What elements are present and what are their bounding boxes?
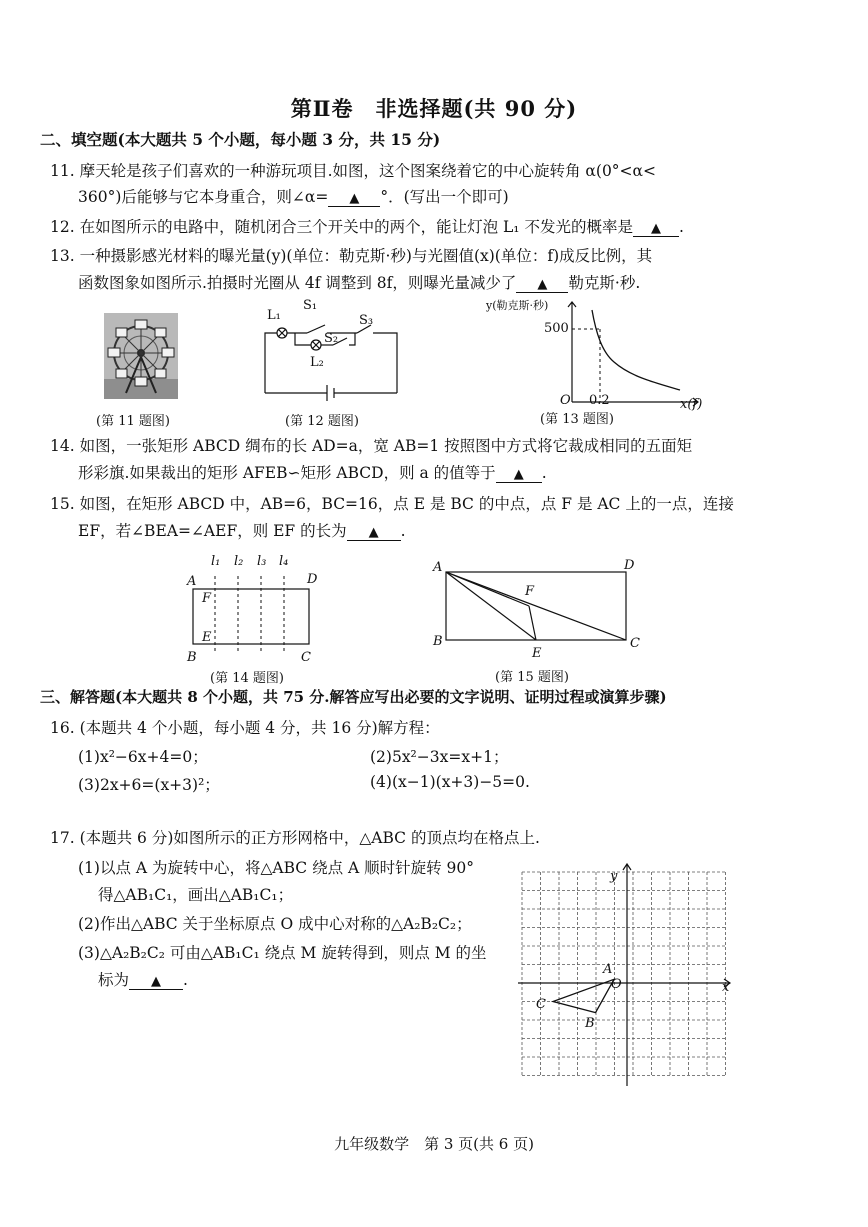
fig13-x02-label: 0.2 [589, 393, 610, 408]
fig12-label-L1: L₁ [267, 308, 281, 323]
q15-line2 [78, 519, 406, 541]
q12-text: 12. 在如图所示的电路中，随机闭合三个开关中的两个，能让灯泡 L₁ 不发光的概率是 [50, 218, 633, 236]
fig13-caption: (第 13 题图) [540, 412, 614, 427]
fig11-ferris-wheel-image [104, 313, 178, 399]
fig15-label-F: F [525, 584, 535, 599]
fig15-rectangle-triangle [440, 568, 630, 644]
fig13-origin-label: O [560, 393, 571, 408]
fig15-label-A: A [433, 560, 443, 575]
fig12-label-L2: L₂ [310, 355, 324, 370]
fig17-label-y: y [610, 869, 618, 884]
fig14-label-C: C [301, 650, 311, 665]
q13-answer-blank [516, 274, 568, 293]
q15-line1: 15. 如图，在矩形 ABCD 中，AB=6，BC=16，点 E 是 BC 的中点，点 F 是 AC 上的一点，连接 [50, 495, 734, 513]
q15-text-b: . [400, 522, 406, 540]
q11-line1: 11. 摩天轮是孩子们喜欢的一种游玩项目.如图，这个图案绕着它的中心旋转角 α(0°<α< [50, 162, 657, 180]
fig14-label-l2: l₂ [234, 554, 244, 569]
page-footer: 九年级数学 第 3 页(共 6 页) [334, 1135, 534, 1153]
fig14-label-l1: l₁ [211, 554, 221, 569]
fig17-label-O: O [611, 977, 622, 992]
q17-heading: 17. (本题共 6 分)如图所示的正方形网格中，△ABC 的顶点均在格点上. [50, 829, 540, 847]
q13-line1: 13. 一种摄影感光材料的曝光量(y)(单位：勒克斯·秒)与光圈值(x)(单位：f)成反比例，其 [50, 247, 653, 265]
fig12-label-S2: S₂ [324, 331, 339, 346]
q15-triangle-mark: ▲ [368, 525, 379, 540]
q15-answer-blank [347, 522, 401, 541]
q16-part4: (4)(x−1)(x+3)−5=0. [370, 773, 530, 791]
fig17-coordinate-grid [518, 864, 733, 1086]
fig11-caption: (第 11 题图) [96, 414, 170, 429]
q16-heading: 16. (本题共 4 个小题，每小题 4 分，共 16 分)解方程： [50, 719, 440, 737]
fig15-label-E: E [532, 646, 542, 661]
fig12-label-S1: S₁ [303, 298, 318, 313]
q12-end: . [678, 218, 684, 236]
fig17-label-B: B [585, 1016, 595, 1031]
fig17-label-x: x [722, 980, 730, 995]
fig14-label-l3: l₃ [257, 554, 267, 569]
fig12-caption: (第 12 题图) [285, 414, 359, 429]
q17-part2: (2)作出△ABC 关于坐标原点 O 成中心对称的△A₂B₂C₂； [78, 915, 472, 933]
q17-part1b: 得△AB₁C₁，画出△AB₁C₁； [98, 886, 294, 904]
q17-part1a: (1)以点 A 为旋转中心，将△ABC 绕点 A 顺时针旋转 90° [78, 859, 475, 877]
q16-part2: (2)5x²−3x=x+1； [370, 748, 509, 766]
fig13-y-label: y(勒克斯·秒) [486, 299, 549, 312]
fig14-label-E: E [202, 630, 212, 645]
q12-triangle-mark: ▲ [650, 221, 661, 236]
section-fill-blank-heading: 二、填空题(本大题共 5 个小题，每小题 3 分，共 15 分) [40, 130, 441, 149]
fig15-label-D: D [624, 558, 635, 573]
fig13-y500-label: 500 [544, 321, 569, 336]
q17-text-b: . [183, 971, 188, 989]
fig14-label-D: D [307, 572, 318, 587]
q17-answer-blank [129, 971, 183, 990]
q14-text-a: 形彩旗.如果裁出的矩形 AFEB∽矩形 ABCD，则 a 的值等于 [78, 464, 496, 482]
q17-part3b [98, 968, 188, 990]
q16-part1: (1)x²−6x+4=0； [78, 748, 208, 766]
q14-text-b: . [541, 464, 547, 482]
q14-line1: 14. 如图，一张矩形 ABCD 绸布的长 AD=a，宽 AB=1 按照图中方式将它裁成相同的五面矩 [50, 437, 693, 455]
q13-triangle-mark: ▲ [537, 277, 548, 292]
q14-answer-blank [496, 464, 542, 483]
section-answer-heading: 三、解答题(本大题共 8 个小题，共 75 分.解答应写出必要的文字说明、证明过程或演算步骤) [40, 688, 667, 706]
q13-text-a: 函数图象如图所示.拍摄时光圈从 4f 调整到 8f，则曝光量减少了 [78, 274, 517, 292]
q11-text-b: °．(写出一个即可) [380, 188, 509, 206]
q11-triangle-mark: ▲ [349, 191, 360, 206]
fig14-label-F: F [202, 591, 212, 606]
fig17-label-C: C [536, 997, 546, 1012]
q15-text-a: EF，若∠BEA=∠AEF，则 EF 的长为 [78, 522, 347, 540]
fig15-label-B: B [433, 634, 443, 649]
q11-text-a: 360°)后能够与它本身重合，则∠α= [78, 188, 329, 206]
q17-part3a: (3)△A₂B₂C₂ 可由△AB₁C₁ 绕点 M 旋转得到，则点 M 的坐 [78, 944, 487, 962]
fig14-caption: (第 14 题图) [210, 671, 284, 686]
q12-answer-blank [633, 218, 679, 237]
fig14-label-A: A [187, 574, 197, 589]
page-title: 第Ⅱ卷 非选择题(共 90 分) [290, 96, 578, 121]
fig14-label-l4: l₄ [279, 554, 289, 569]
fig14-label-B: B [187, 650, 197, 665]
q13-text-b: 勒克斯·秒. [568, 274, 641, 292]
q17-triangle-mark: ▲ [151, 974, 162, 989]
q14-line2 [78, 461, 547, 483]
q12-line [50, 215, 684, 237]
q11-line2 [78, 185, 509, 207]
fig12-label-S3: S₃ [359, 313, 374, 328]
q16-part3: (3)2x+6=(x+3)²； [78, 776, 220, 794]
fig13-x-label: x(f) [680, 397, 703, 412]
q13-line2 [78, 271, 640, 293]
fig15-caption: (第 15 题图) [495, 670, 569, 685]
fig17-label-A: A [603, 962, 613, 977]
fig15-label-C: C [630, 636, 640, 651]
q11-answer-blank [328, 188, 380, 207]
q17-text-a: 标为 [98, 971, 130, 989]
q14-triangle-mark: ▲ [513, 467, 524, 482]
